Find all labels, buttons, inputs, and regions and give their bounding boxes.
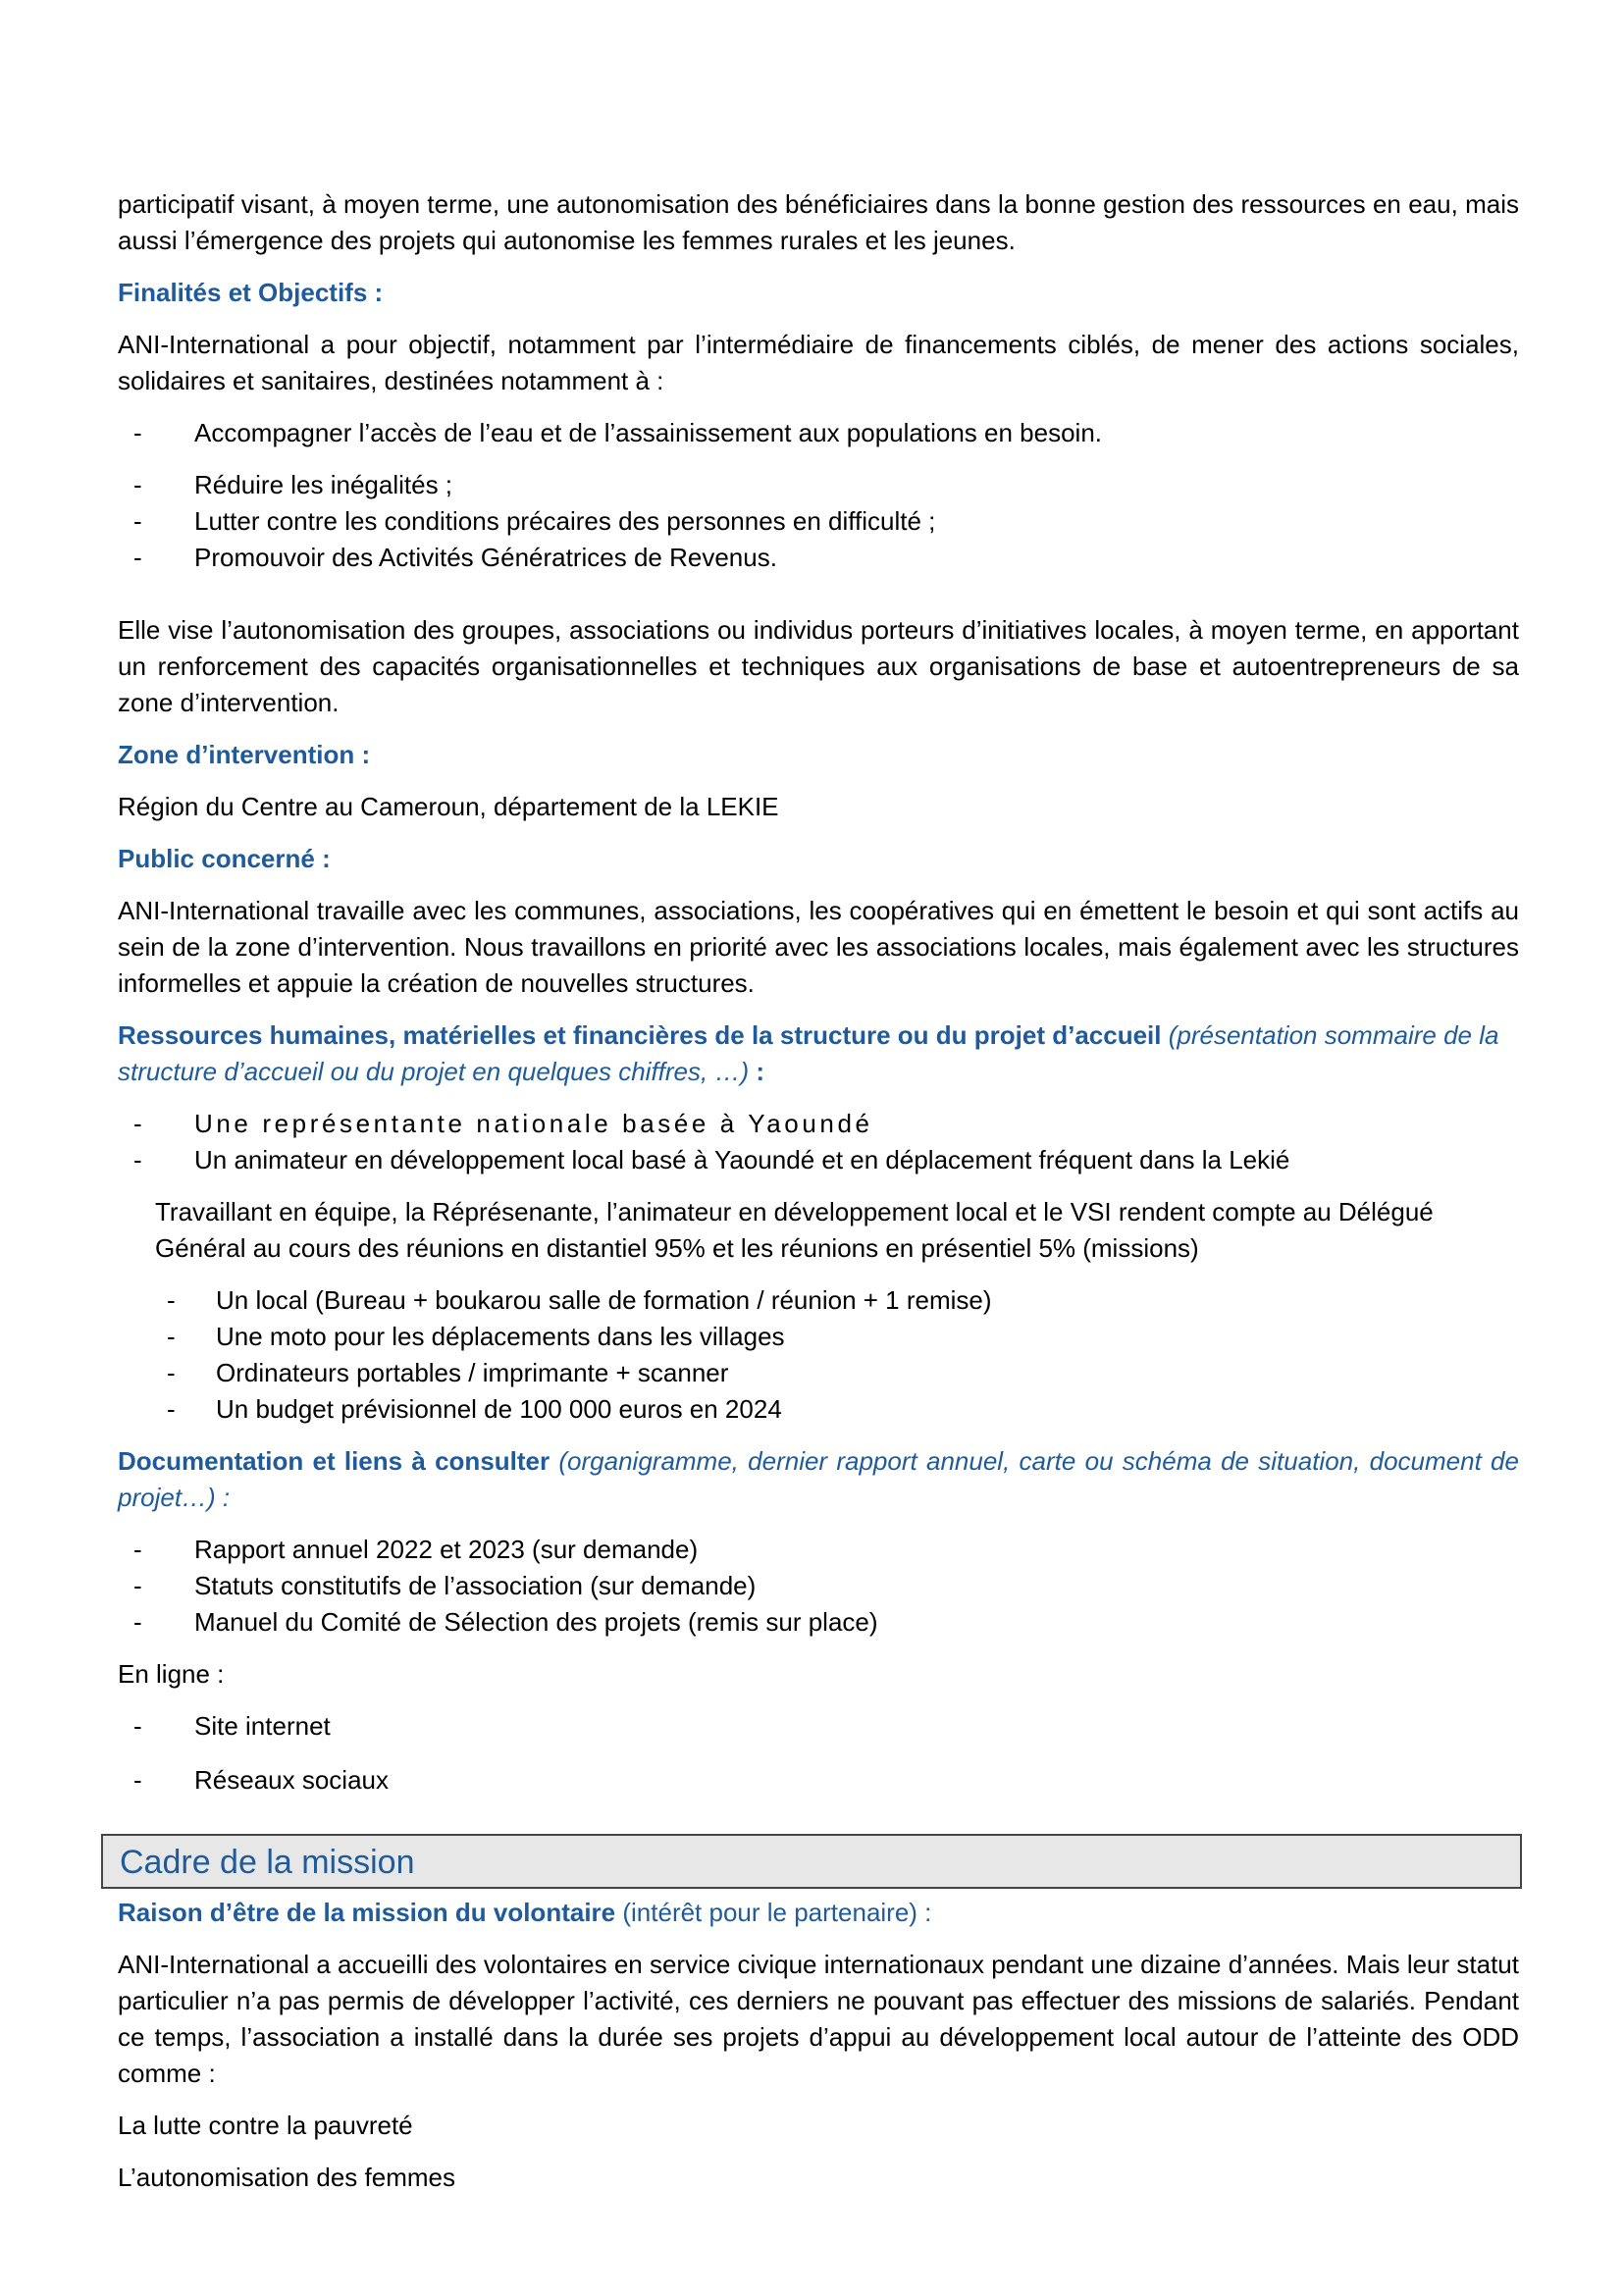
list-item: - Lutter contre les conditions précaires des personnes en difficulté ;: [118, 503, 1519, 540]
section-title: Cadre de la mission: [120, 1844, 415, 1881]
ressources-list: [118, 1106, 1519, 1178]
ressources-heading-note: (présentation sommaire de la structure d’accueil ou du projet en quelques chiffres, …): [118, 1020, 1499, 1086]
intro-paragraph: participatif visant, à moyen terme, une autonomisation des bénéficiaires dans la bonne gestion des ressources en eau, mais aussi l’émergence des projets qui autonomise les femmes rurales et les jeunes.: [118, 189, 1519, 255]
list-item: - Manuel du Comité de Sélection des projets (remis sur place): [118, 1604, 1519, 1641]
list-item: - Réduire les inégalités ;: [118, 467, 1519, 503]
zone-text: Région du Centre au Cameroun, département de la LEKIE: [118, 792, 779, 821]
cadre-paragraph: ANI-International a accueilli des volontaires en service civique internationaux pendant une dizaine d’années. Mais leur statut particulier n’a pas permis de développer l’activité, ces derniers ne pouvant pas effectuer des missions de salariés. Pendant ce temps, l’association a installé dans la durée ses projets d’appui au développement local autour de l’atteinte des ODD comme :: [118, 1950, 1519, 2088]
public-paragraph: ANI-International travaille avec les communes, associations, les coopératives qui en émettent le besoin et qui sont actifs au sein de la zone d’intervention. Nous travaillons en priorité avec les associations locales, mais également avec les structures informelles et appuie la création de nouvelles structures.: [118, 896, 1519, 998]
zone-heading: Zone d’intervention :: [118, 740, 371, 769]
document-content: [118, 186, 1519, 2196]
ressources-heading-bold: Ressources humaines, matérielles et financières de la structure ou du projet d’accueil: [118, 1020, 1162, 1050]
section-title-box: [101, 1834, 1522, 1889]
cadre-heading: [118, 1895, 1519, 1931]
finalites-heading: Finalités et Objectifs :: [118, 278, 384, 307]
cadre-line-2: L’autonomisation des femmes: [118, 2163, 455, 2192]
list-item: - Réseaux sociaux: [118, 1762, 1519, 1799]
list-item: - Ordinateurs portables / imprimante + scanner: [118, 1355, 1519, 1391]
list-item: - Statuts constitutifs de l’association (sur demande): [118, 1568, 1519, 1604]
finalites-list: [118, 415, 1519, 576]
list-item: - Un local (Bureau + boukarou salle de formation / réunion + 1 remise): [118, 1282, 1519, 1319]
cadre-line-1: La lutte contre la pauvreté: [118, 2111, 413, 2140]
online-label: En ligne :: [118, 1659, 225, 1689]
documentation-list: [118, 1532, 1519, 1641]
ressources-heading-colon: :: [749, 1057, 765, 1086]
ressources-heading: [118, 1017, 1519, 1090]
ressources-paragraph: Travaillant en équipe, la Réprésenante, l’animateur en développement local et le VSI rendent compte au Délégué Général au cours des réunions en distantiel 95% et les réunions en présentiel 5% (missions): [155, 1197, 1434, 1263]
list-item: - Accompagner l’accès de l’eau et de l’assainissement aux populations en besoin.: [118, 415, 1519, 451]
public-heading: Public concerné :: [118, 844, 331, 873]
list-item: - Une moto pour les déplacements dans les villages: [118, 1319, 1519, 1355]
list-item: - Promouvoir des Activités Génératrices de Revenus.: [118, 540, 1519, 576]
list-item: - Une représentante nationale basée à Yaoundé: [118, 1106, 1519, 1142]
online-list: [118, 1708, 1519, 1799]
cadre-heading-note: (intérêt pour le partenaire) :: [622, 1898, 932, 1927]
list-item: - Rapport annuel 2022 et 2023 (sur demande): [118, 1532, 1519, 1568]
ressources-material-list: [118, 1282, 1519, 1428]
cadre-heading-bold: Raison d’être de la mission du volontaire: [118, 1898, 616, 1927]
finalites-paragraph: ANI-International a pour objectif, notamment par l’intermédiaire de financements ciblés, de mener des actions sociales, solidaires et sanitaires, destinées notamment à :: [118, 330, 1519, 395]
list-item: - Un budget prévisionnel de 100 000 euros en 2024: [118, 1391, 1519, 1428]
documentation-heading-bold: Documentation et liens à consulter: [118, 1446, 550, 1476]
finalites-paragraph-2: Elle vise l’autonomisation des groupes, associations ou individus porteurs d’initiatives locales, à moyen terme, en apportant un renforcement des capacités organisationnelles et techniques aux organisations de base et autoentrepreneurs de sa zone d’intervention.: [118, 615, 1519, 717]
documentation-heading-note: (organigramme, dernier rapport annuel, carte ou schéma de situation, document de projet…) :: [118, 1446, 1519, 1512]
documentation-heading: [118, 1443, 1519, 1516]
list-item: - Site internet: [118, 1708, 1519, 1745]
list-item: - Un animateur en développement local basé à Yaoundé et en déplacement fréquent dans la Lekié: [118, 1142, 1519, 1178]
